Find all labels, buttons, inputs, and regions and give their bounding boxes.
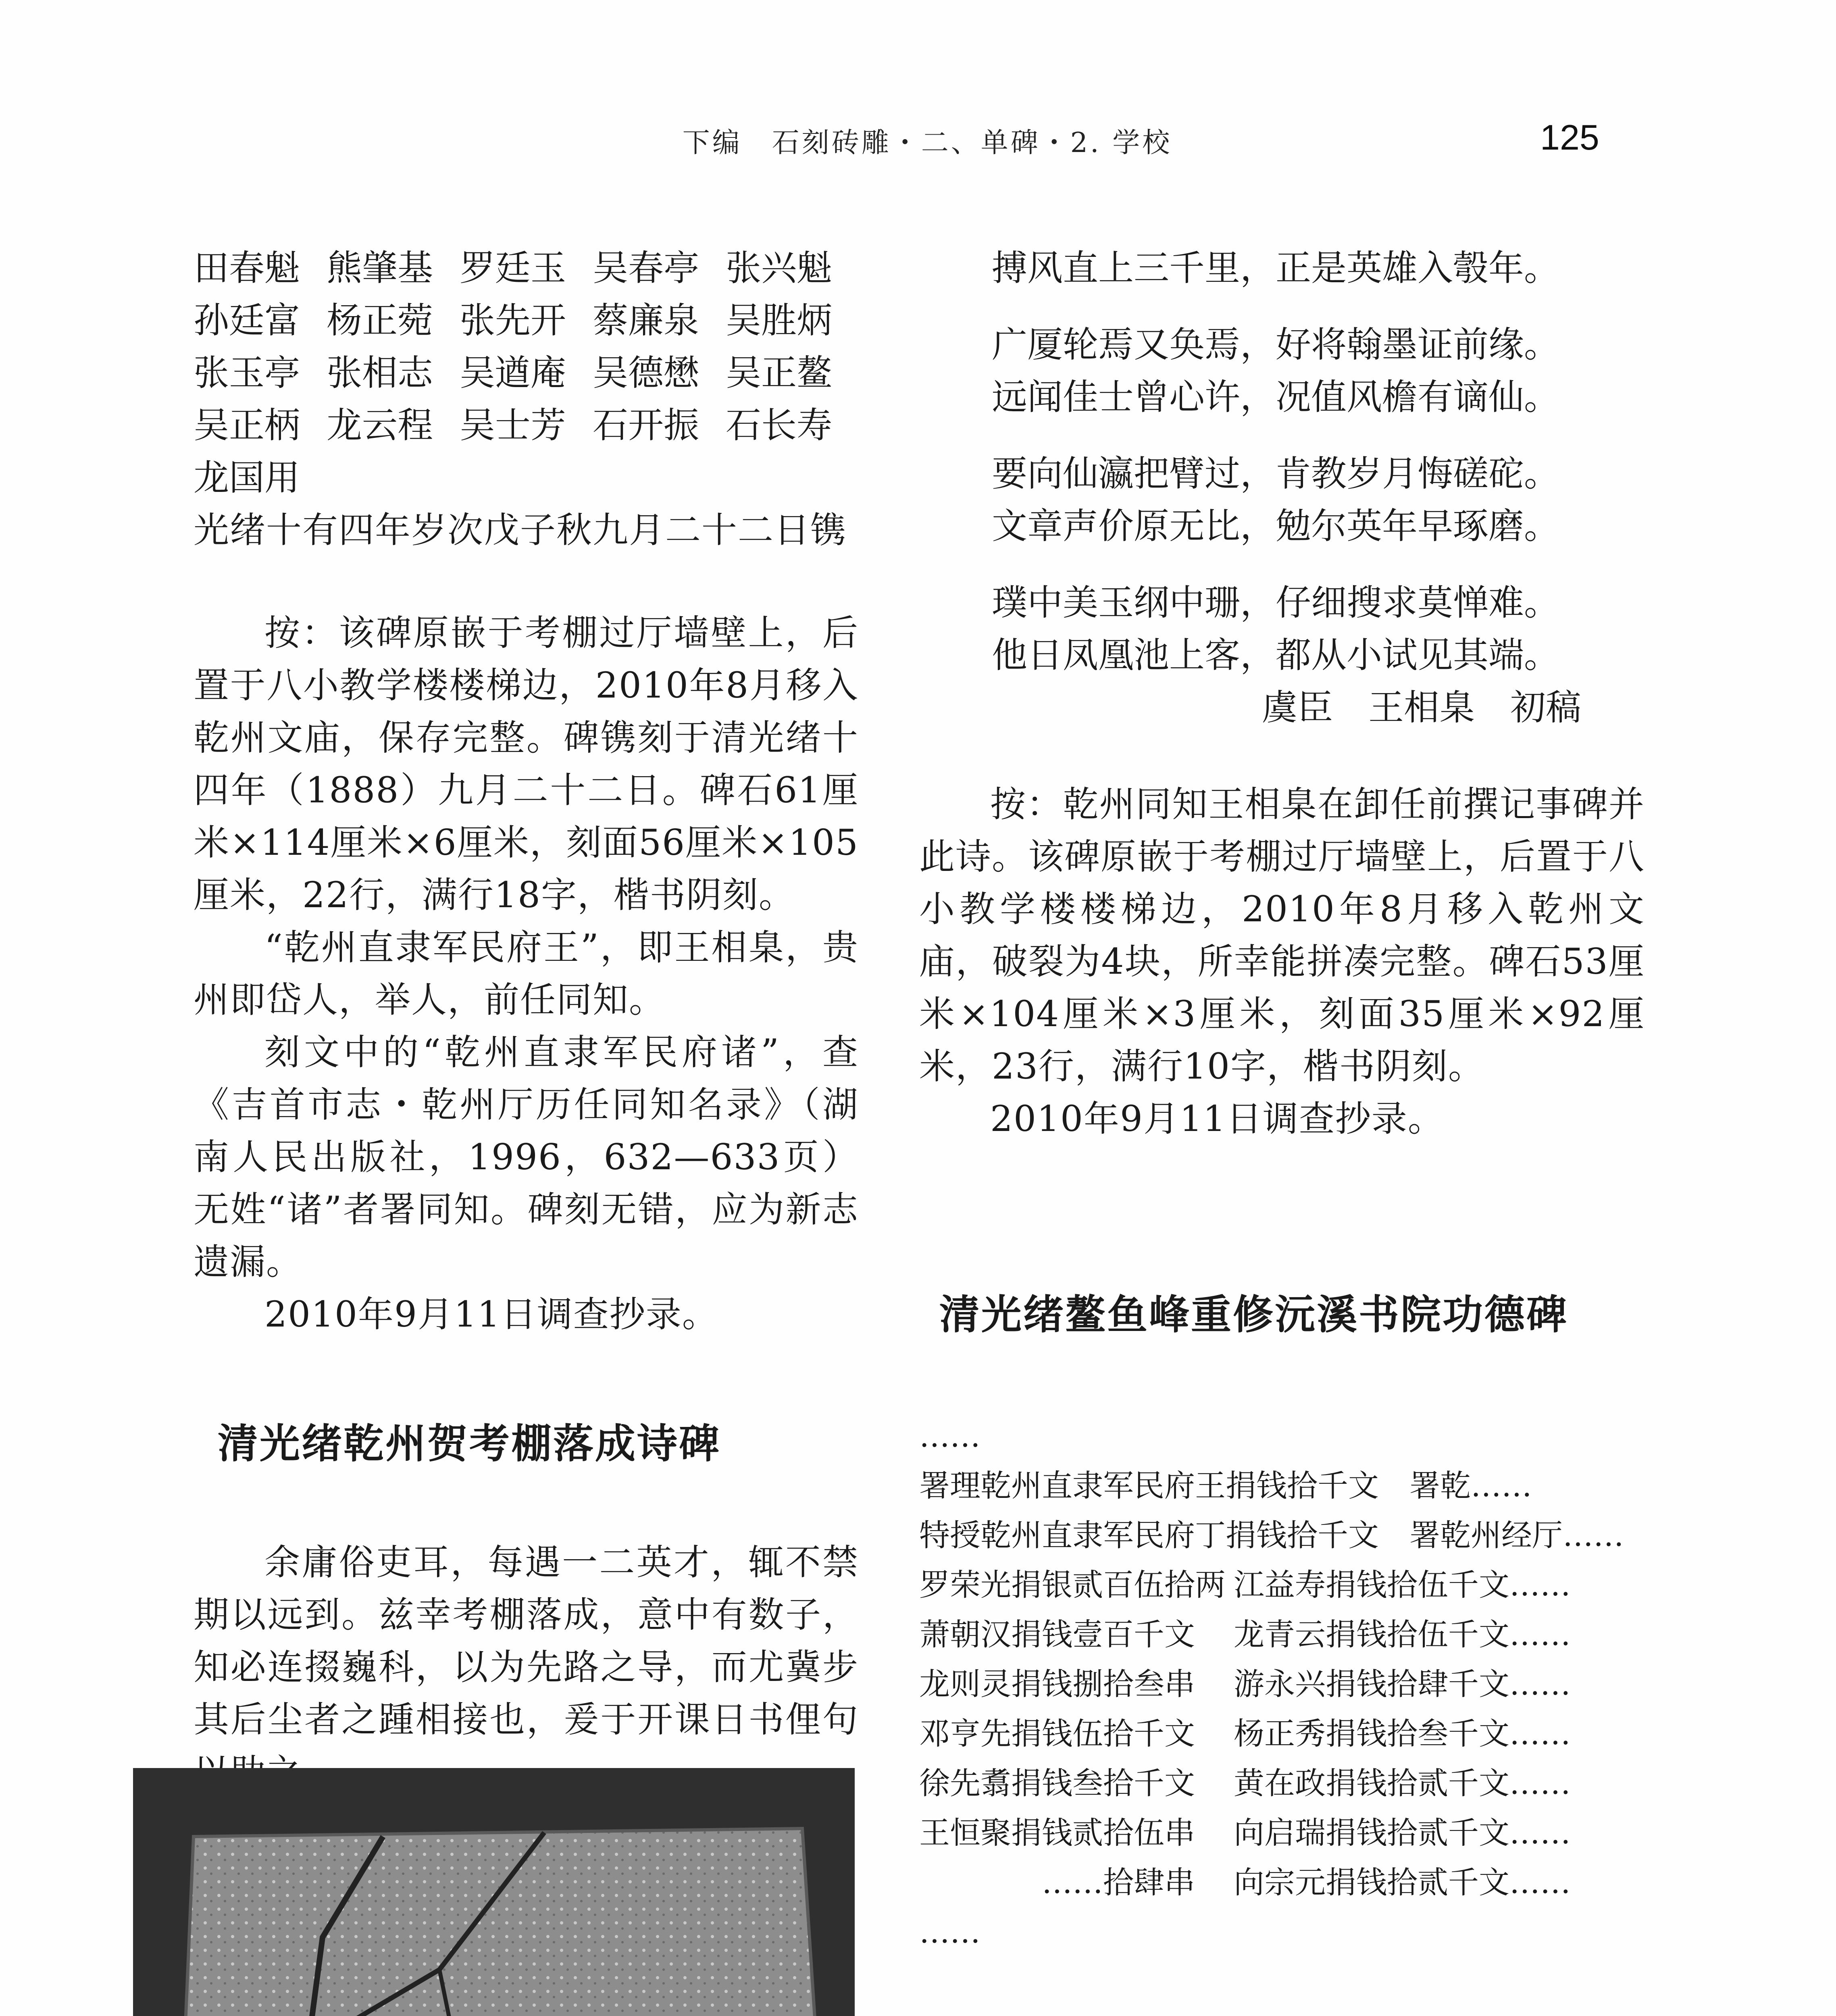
donor-entry: 游永兴捐钱拾肆千文…… bbox=[1234, 1666, 1571, 1702]
donor-name: 罗廷玉 bbox=[460, 247, 566, 289]
page-number: 125 bbox=[1540, 117, 1599, 157]
donor-name: 吴正柄 bbox=[194, 404, 300, 446]
poem-block-right bbox=[919, 242, 1645, 734]
note-paragraph: 刻文中的“乾州直隶军民府诸”，查《吉首市志・乾州厅历任同知名录》（湖南人民出版社，1996，632—633页）无姓“诸”者署同知。碑刻无错，应为新志遗漏。 bbox=[194, 1031, 859, 1283]
donor-entry: 邓亨先捐钱伍拾千文 bbox=[919, 1716, 1195, 1752]
poem-line: 要向仙瀛把臂过，肯教岁月悔磋砣。 bbox=[992, 453, 1560, 494]
donor-name: 石开振 bbox=[593, 404, 699, 446]
donor-name: 张兴魁 bbox=[726, 247, 833, 289]
donor-name-list bbox=[194, 242, 859, 504]
donor-name: 张相志 bbox=[327, 352, 433, 394]
note-paragraph: 按：乾州同知王相臬在卸任前撰记事碑并此诗。该碑原嵌于考棚过厅墙壁上，后置于八小教学楼楼梯边，2010年8月移入乾州文庙，破裂为4块，所幸能拼凑完整。碑石53厘米×104厘米×3厘米，刻面35厘米×92厘米，23行，满行10字，楷书阴刻。 bbox=[919, 783, 1645, 1087]
name-row bbox=[194, 242, 859, 294]
donor-name: 龙云程 bbox=[327, 404, 433, 446]
donor-line bbox=[919, 1858, 1645, 1907]
donor-name: 吴胜炳 bbox=[726, 300, 833, 341]
name-row bbox=[194, 294, 859, 347]
donor-entry: 黄在政捐钱拾贰千文…… bbox=[1234, 1765, 1571, 1801]
donor-line bbox=[919, 1461, 1645, 1510]
donor-line bbox=[919, 1659, 1645, 1709]
donor-name: 杨正菀 bbox=[327, 300, 433, 341]
donor-entry: 龙青云捐钱拾伍千文…… bbox=[1234, 1616, 1571, 1652]
stele-image bbox=[133, 1768, 855, 2016]
poem-stanza bbox=[919, 448, 1645, 552]
donor-name: 田春魁 bbox=[194, 247, 300, 289]
donor-name: 孙廷富 bbox=[194, 300, 300, 341]
donor-line bbox=[919, 1808, 1645, 1858]
donor-entry: ……拾肆串 bbox=[919, 1864, 1195, 1900]
donor-line bbox=[919, 1610, 1645, 1659]
donor-name: 石长寿 bbox=[726, 404, 833, 446]
donor-entry: 徐先翥捐钱叁拾千文 bbox=[919, 1765, 1195, 1801]
preface-paragraph: 余庸俗吏耳，每遇一二英才，辄不禁期以远到。兹幸考棚落成，意中有数子，知必连掇巍科，以为先路之导，而尤冀步其后尘者之踵相接也，爰于开课日书俚句 bbox=[194, 1541, 859, 1740]
donor-name: 熊肇基 bbox=[327, 247, 433, 289]
donor-entry: 萧朝汉捐钱壹百千文 bbox=[919, 1616, 1195, 1652]
donor-name: 蔡廉泉 bbox=[593, 300, 699, 341]
survey-note: 2010年9月11日调查抄录。 bbox=[990, 1098, 1444, 1139]
donor-name: 龙国用 bbox=[194, 457, 300, 498]
poem-line: 广厦轮焉又奂焉，好将翰墨证前缘。 bbox=[992, 324, 1560, 365]
poem-line: 他日凤凰池上客，都从小试见其端。 bbox=[992, 634, 1560, 676]
donor-name: 吴士芳 bbox=[460, 404, 566, 446]
donor-name: 吴春亭 bbox=[593, 247, 699, 289]
poem-stanza bbox=[919, 242, 1645, 294]
donor-entry: 王恒聚捐钱贰拾伍串 bbox=[919, 1815, 1195, 1851]
donor-entry: 向宗元捐钱拾贰千文…… bbox=[1234, 1864, 1571, 1900]
donor-line bbox=[919, 1560, 1645, 1610]
donor-entry: 署理乾州直隶军民府王捐钱拾千文 署乾…… bbox=[919, 1468, 1532, 1504]
running-header: 下编 石刻砖雕・二、单碑・2. 学校 bbox=[682, 127, 1172, 159]
donor-entry: 特授乾州直隶军民府丁捐钱拾千文 署乾州经厅…… bbox=[919, 1517, 1624, 1553]
donor-entry: 向启瑞捐钱拾贰千文…… bbox=[1234, 1815, 1571, 1851]
poem-line: 远闻佳士曾心许，况值风檐有谪仙。 bbox=[992, 376, 1560, 418]
donor-entry: 杨正秀捐钱拾叁千文…… bbox=[1234, 1716, 1571, 1752]
stele-photo bbox=[133, 1768, 855, 2016]
donor-line bbox=[919, 1758, 1645, 1808]
donor-entry: 龙则灵捐钱捌拾叁串 bbox=[919, 1666, 1195, 1702]
right-notes bbox=[919, 778, 1645, 1145]
ellipsis: …… bbox=[919, 1914, 980, 1950]
donor-name: 张先开 bbox=[460, 300, 566, 341]
ellipsis: …… bbox=[919, 1418, 980, 1454]
donor-name: 吴遒庵 bbox=[460, 352, 566, 394]
poem-stanza bbox=[919, 577, 1645, 681]
left-notes bbox=[194, 607, 859, 1341]
name-row bbox=[194, 399, 859, 452]
donor-entry: 罗荣光捐银贰百伍拾两 bbox=[919, 1567, 1226, 1603]
donor-entry: 江益寿捐钱拾伍千文…… bbox=[1234, 1567, 1571, 1603]
engrave-date: 光绪十有四年岁次戊子秋九月二十二日镌 bbox=[194, 509, 847, 551]
name-row bbox=[194, 347, 859, 399]
note-paragraph: 按：该碑原嵌于考棚过厅墙壁上，后置于八小教学楼楼梯边，2010年8月移入乾州文庙，保存完整。碑镌刻于清光绪十四年（1888）九月二十二日。碑石61厘米×114厘米×6厘米，刻面56厘米×105厘米，22行，满行18字，楷书阴刻。 bbox=[194, 612, 859, 916]
donor-line bbox=[919, 1709, 1645, 1758]
poem-line: 璞中美玉纲中珊，仔细搜求莫惮难。 bbox=[992, 582, 1560, 623]
section-title: 清光绪鳌鱼峰重修沅溪书院功德碑 bbox=[939, 1291, 1568, 1338]
poem-line: 搏风直上三千里，正是英雄入彀年。 bbox=[992, 247, 1560, 289]
donor-lines bbox=[919, 1461, 1645, 1907]
poem-signature: 虞臣 王相臬 初稿 bbox=[1262, 687, 1582, 728]
section-title: 清光绪乾州贺考棚落成诗碑 bbox=[218, 1420, 721, 1467]
donor-inscription bbox=[919, 1411, 1645, 1957]
donor-line bbox=[919, 1510, 1645, 1560]
poem-line: 文章声价原无比，勉尔英年早琢磨。 bbox=[992, 505, 1560, 547]
name-row bbox=[194, 452, 859, 504]
poem-stanza bbox=[919, 319, 1645, 423]
donor-name: 吴正鳌 bbox=[726, 352, 833, 394]
note-paragraph: “乾州直隶军民府王”，即王相臬，贵州即岱人，举人，前任同知。 bbox=[194, 927, 859, 1020]
survey-note: 2010年9月11日调查抄录。 bbox=[264, 1293, 718, 1335]
donor-name: 张玉亭 bbox=[194, 352, 300, 394]
donor-name: 吴德懋 bbox=[593, 352, 699, 394]
